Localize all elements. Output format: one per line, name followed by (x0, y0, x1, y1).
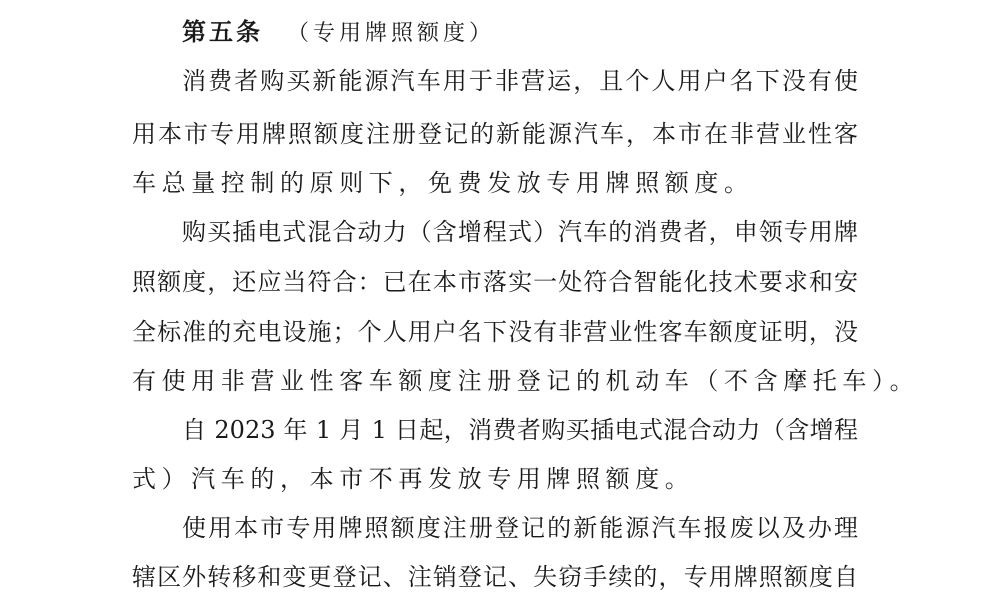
text-line: 车总量控制的原则下，免费发放专用牌照额度。 (132, 169, 754, 197)
text-line: 全标准的充电设施；个人用户名下没有非营业性客车额度证明，没 (132, 318, 858, 346)
text-line: 用本市专用牌照额度注册登记的新能源汽车，本市在非营业性客 (132, 120, 858, 148)
text-line: 照额度，还应当符合：已在本市落实一处符合智能化技术要求和安 (132, 268, 858, 296)
text-line: 自 2023 年 1 月 1 日起，消费者购买插电式混合动力（含增程 (182, 416, 858, 444)
article-number: 第五条 (182, 18, 263, 46)
text-line: 消费者购买新能源汽车用于非营运，且个人用户名下没有使 (182, 67, 858, 95)
text-line: 购买插电式混合动力（含增程式）汽车的消费者，申领专用牌 (182, 218, 858, 246)
article-title: （专用牌照额度） (287, 21, 496, 46)
text-line: 使用本市专用牌照额度注册登记的新能源汽车报废以及办理 (182, 514, 858, 542)
text-line: 有使用非营业性客车额度注册登记的机动车（不含摩托车）。 (132, 367, 920, 395)
text-line: 辖区外转移和变更登记、注销登记、失窃手续的，专用牌照额度自 (132, 563, 858, 591)
article-heading (182, 16, 495, 48)
text-line: 式）汽车的，本市不再发放专用牌照额度。 (132, 465, 695, 493)
